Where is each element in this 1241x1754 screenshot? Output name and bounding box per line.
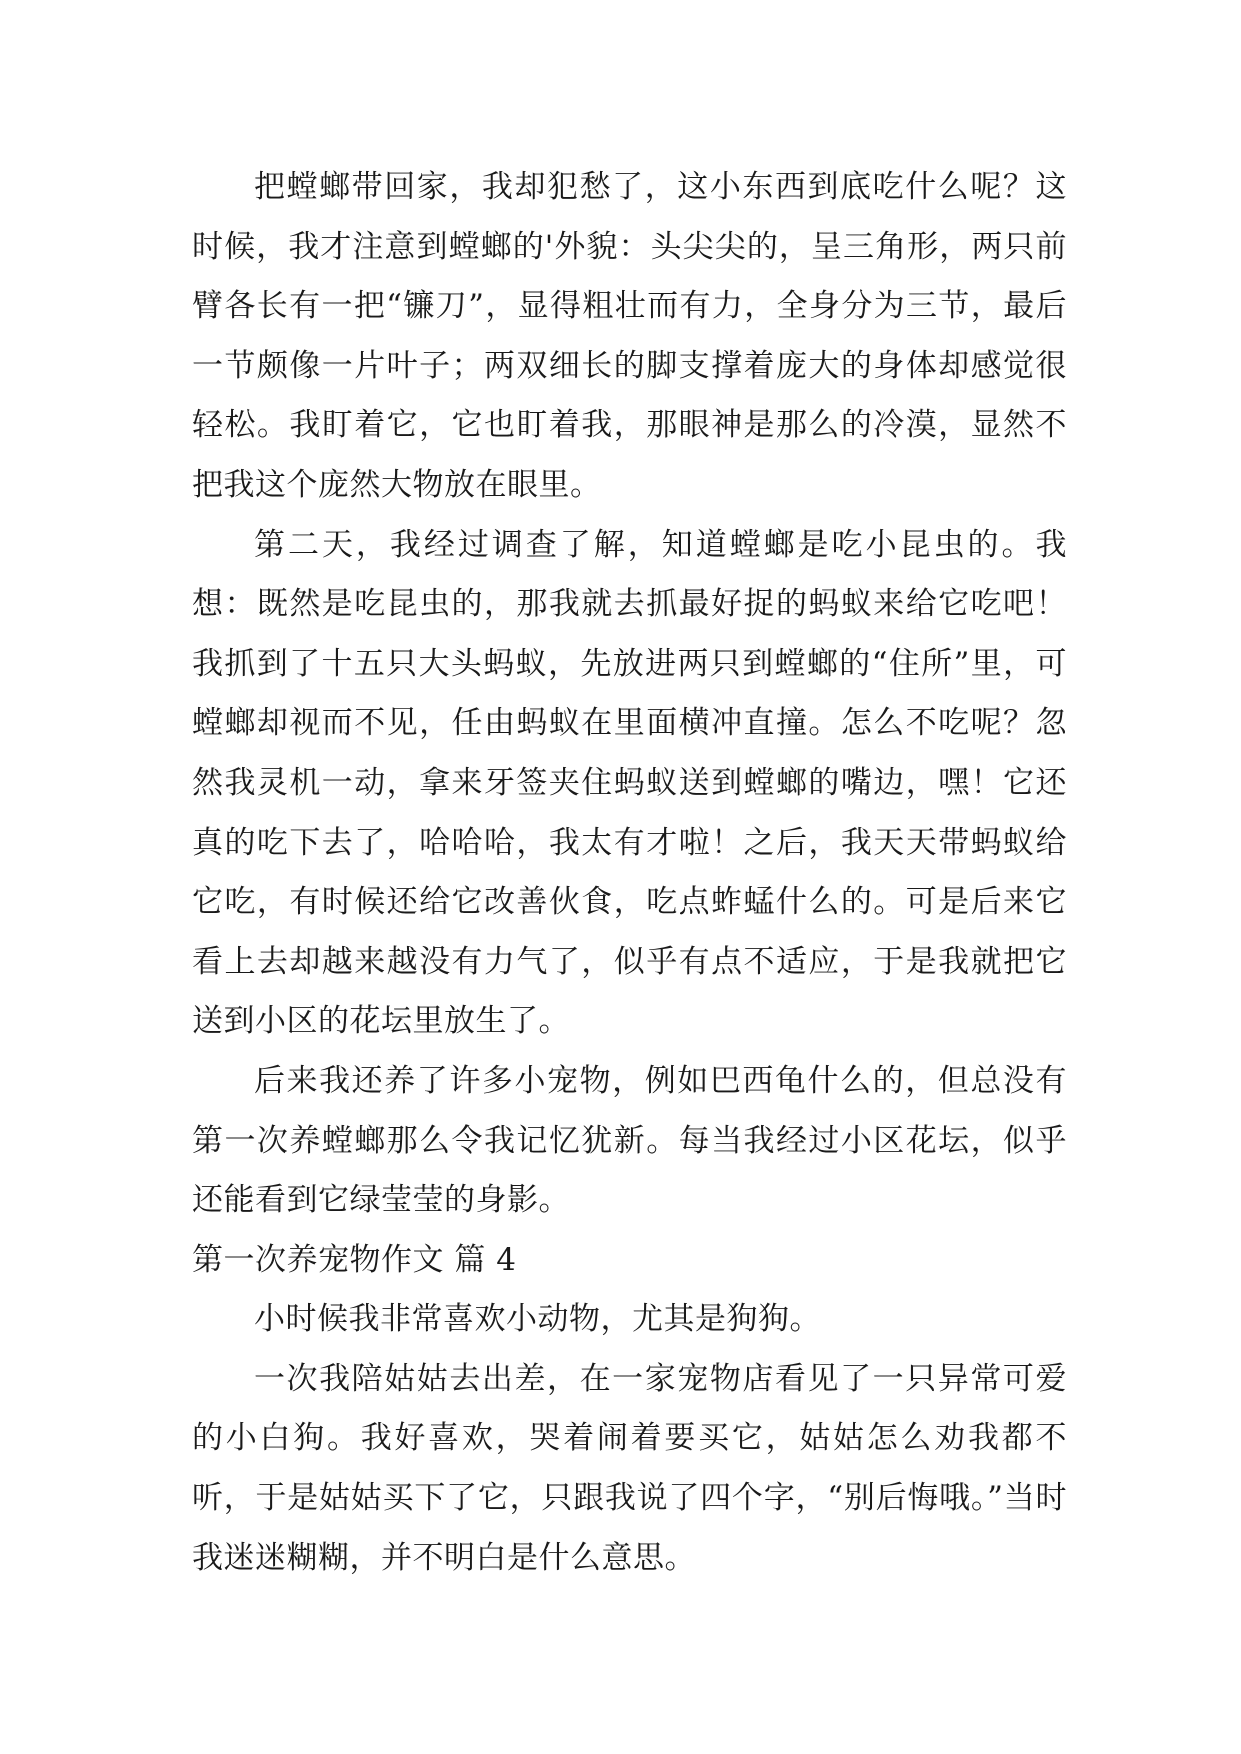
document-page <box>192 158 1067 1588</box>
paragraph-mantis-appearance: 把螳螂带回家，我却犯愁了，这小东西到底吃什么呢？这时候，我才注意到螳螂的'外貌：头尖尖的，呈三角形，两只前臂各长有一把“镰刀”，显得粗壮而有力，全身分为三节，最后一节颇像一片叶子；两双细长的脚支撑着庞大的身体却感觉很轻松。我盯着它，它也盯着我，那眼神是那么的冷漠，显然不把我这个庞然大物放在眼里。 <box>192 169 1067 503</box>
paragraph-buy-puppy: 一次我陪姑姑去出差，在一家宠物店看见了一只异常可爱的小白狗。我好喜欢，哭着闹着要买它，姑姑怎么劝我都不听，于是姑姑买下了它，只跟我说了四个字，“别后悔哦。”当时我迷迷糊糊，并不明白是什么意思。 <box>192 1360 1067 1576</box>
paragraph-mantis-feeding: 第二天，我经过调查了解，知道螳螂是吃小昆虫的。我想：既然是吃昆虫的，那我就去抓最好捉的蚂蚁来给它吃吧！我抓到了十五只大头蚂蚁，先放进两只到螳螂的“住所”里，可螳螂却视而不见，任由蚂蚁在里面横冲直撞。怎么不吃呢？忽然我灵机一动，拿来牙签夹住蚂蚁送到螳螂的嘴边，嘿！它还真的吃下去了，哈哈哈，我太有才啦！之后，我天天带蚂蚁给它吃，有时候还给它改善伙食，吃点蚱蜢什么的。可是后来它看上去却越来越没有力气了，似乎有点不适应，于是我就把它送到小区的花坛里放生了。 <box>192 526 1067 1040</box>
paragraph-other-pets: 后来我还养了许多小宠物，例如巴西龟什么的，但总没有第一次养螳螂那么令我记忆犹新。每当我经过小区花坛，似乎还能看到它绿莹莹的身影。 <box>192 1062 1067 1219</box>
paragraph-love-dogs: 小时候我非常喜欢小动物，尤其是狗狗。 <box>254 1301 821 1338</box>
section-heading: 第一次养宠物作文 篇 4 <box>192 1241 517 1278</box>
